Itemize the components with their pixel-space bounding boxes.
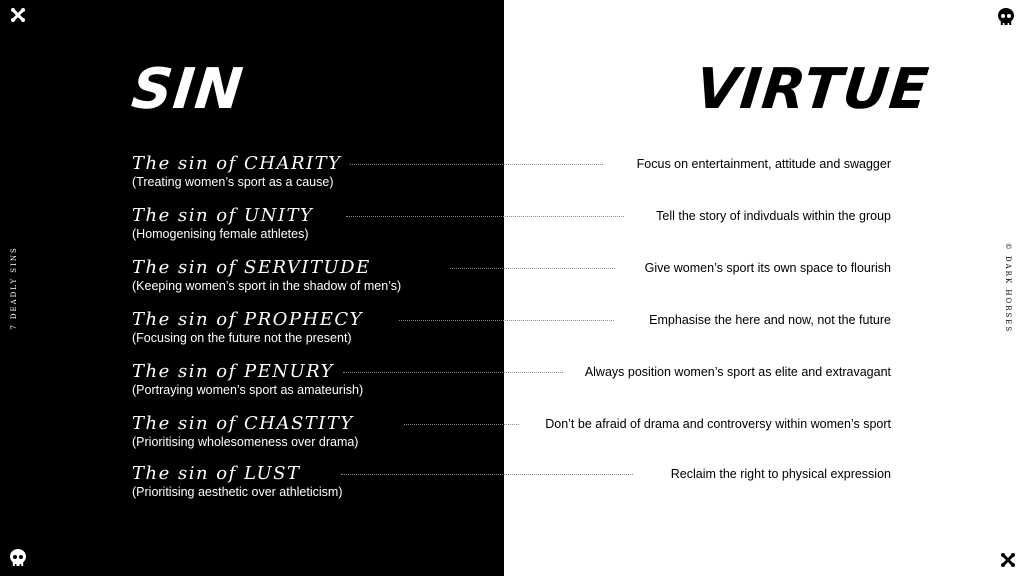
virtue-text: Focus on entertainment, attitude and swagger [636,157,891,171]
sin-description: (Focusing on the future not the present) [132,331,352,345]
sin-heading: SIN [128,57,247,122]
dotted-connector [399,320,614,321]
sin-name: The sin of SERVITUDE [132,257,371,278]
virtue-text: Emphasise the here and now, not the future [649,313,891,327]
virtue-text: Always position women’s sport as elite and extravagant [584,365,891,379]
bones-icon [11,8,25,22]
sin-virtue-row [0,413,1024,465]
sin-name: The sin of UNITY [132,205,314,226]
sin-description: (Prioritising aesthetic over athleticism) [132,485,343,499]
sin-virtue-row [0,463,1024,515]
side-label-right: © DARK HORSES [1004,242,1012,334]
dotted-connector [341,474,633,475]
bones-icon [1001,553,1015,567]
sin-name: The sin of LUST [132,463,301,484]
dotted-connector [346,216,624,217]
sin-virtue-row [0,153,1024,205]
virtue-text: Don’t be afraid of drama and controversy within women’s sport [545,417,891,431]
sin-description: (Keeping women’s sport in the shadow of men’s) [132,279,402,293]
dotted-connector [343,372,563,373]
sin-description: (Portraying women’s sport as amateurish) [132,383,364,397]
virtue-text: Tell the story of indivduals within the group [656,209,891,223]
skull-icon [998,8,1014,26]
side-label-left: 7 DEADLY SINS [10,246,18,330]
virtue-text: Give women’s sport its own space to flourish [644,261,891,275]
sin-description: (Treating women’s sport as a cause) [132,175,334,189]
sin-name: The sin of PROPHECY [132,309,364,330]
sin-description: (Homogenising female athletes) [132,227,309,241]
sin-virtue-row [0,257,1024,309]
virtue-heading: VIRTUE [692,57,933,122]
sin-virtue-row [0,205,1024,257]
dotted-connector [350,164,603,165]
sin-description: (Prioritising wholesomeness over drama) [132,435,359,449]
sin-name: The sin of PENURY [132,361,335,382]
sin-virtue-row [0,309,1024,361]
sin-name: The sin of CHASTITY [132,413,354,434]
sin-virtue-row [0,361,1024,413]
sin-name: The sin of CHARITY [132,153,342,174]
dotted-connector [404,424,519,425]
skull-icon [10,549,26,567]
dotted-connector [450,268,615,269]
virtue-text: Reclaim the right to physical expression [670,467,891,481]
